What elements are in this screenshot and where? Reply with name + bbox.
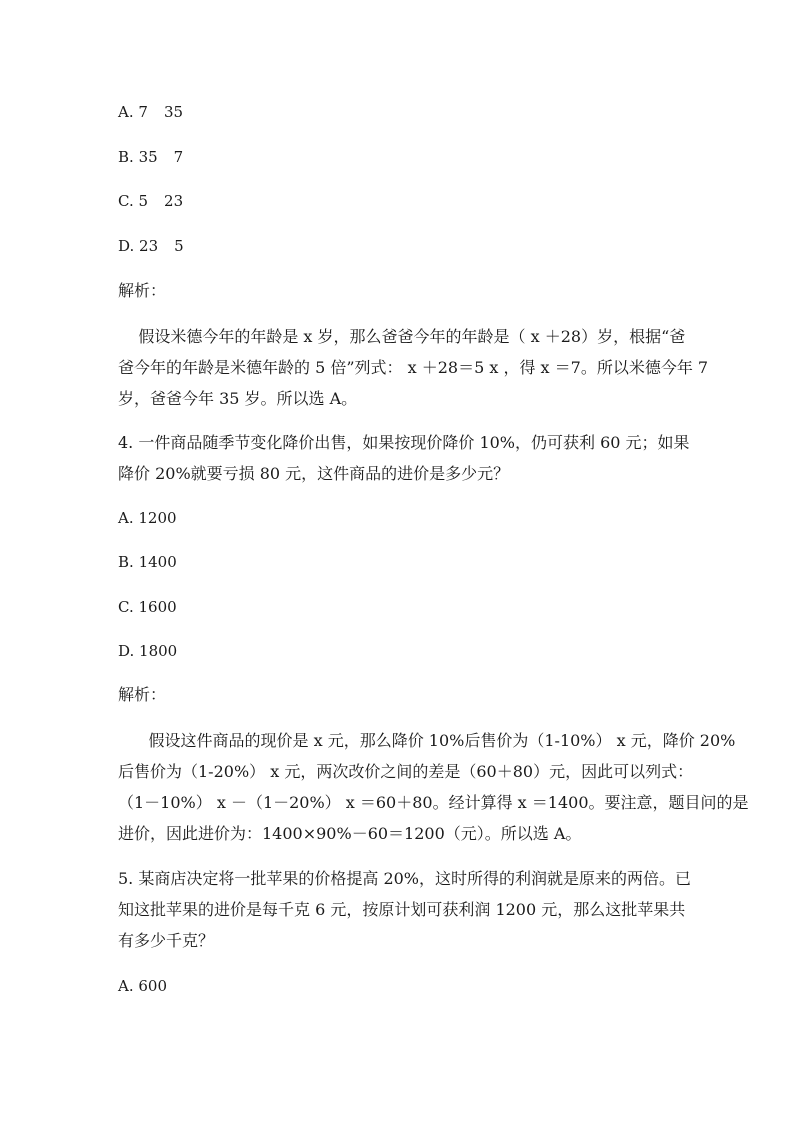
q4-option-a bbox=[118, 508, 177, 528]
option-letter: C. bbox=[118, 192, 134, 210]
option-value-1: 23 bbox=[139, 237, 159, 255]
option-letter: A. bbox=[118, 977, 134, 995]
option-letter: A. bbox=[118, 103, 134, 121]
q3-option-d bbox=[118, 236, 184, 256]
q3-analysis-text bbox=[118, 321, 709, 414]
option-value: 600 bbox=[138, 977, 168, 995]
analysis-line: 后售价为（1-20%） x 元，两次改价之间的差是（60＋80）元，因此可以列式： bbox=[118, 762, 694, 781]
q4-stem bbox=[118, 427, 690, 489]
option-letter: B. bbox=[118, 148, 134, 166]
analysis-line: 爸今年的年龄是米德年龄的 5 倍”列式： x ＋28＝5 x ，得 x ＝7。所以米德今年 7 bbox=[118, 358, 709, 377]
analysis-line: 岁，爸爸今年 35 岁。所以选 A。 bbox=[118, 389, 358, 408]
option-letter: B. bbox=[118, 553, 134, 571]
analysis-line: 假设米德今年的年龄是 x 岁，那么爸爸今年的年龄是（ x ＋28）岁，根据“爸 bbox=[118, 327, 686, 346]
option-value: 1400 bbox=[138, 553, 177, 571]
q4-option-d bbox=[118, 641, 177, 661]
analysis-line: （1－10%） x －（1－20%） x ＝60＋80。经计算得 x ＝1400。要注意，题目问的是 bbox=[118, 793, 749, 812]
q4-option-b bbox=[118, 552, 177, 572]
option-letter: D. bbox=[118, 642, 135, 660]
q3-analysis-label: 解析： bbox=[118, 281, 167, 300]
q3-option-c bbox=[118, 191, 183, 211]
option-value-1: 5 bbox=[138, 192, 149, 210]
question-line: 降价 20%就要亏损 80 元，这件商品的进价是多少元？ bbox=[118, 464, 510, 483]
question-line: 5. 某商店决定将一批苹果的价格提高 20%，这时所得的利润就是原来的两倍。已 bbox=[118, 869, 692, 888]
question-line: 知这批苹果的进价是每千克 6 元，按原计划可获利润 1200 元，那么这批苹果共 bbox=[118, 900, 686, 919]
option-letter: A. bbox=[118, 509, 134, 527]
question-line: 有多少千克？ bbox=[118, 931, 215, 950]
option-value: 1200 bbox=[138, 509, 177, 527]
option-letter: D. bbox=[118, 237, 135, 255]
option-value-2: 5 bbox=[174, 237, 184, 255]
option-value-1: 35 bbox=[138, 148, 158, 166]
q4-analysis-text bbox=[118, 725, 749, 849]
q4-option-c bbox=[118, 597, 177, 617]
q5-option-a bbox=[118, 976, 167, 996]
option-value: 1600 bbox=[138, 598, 177, 616]
option-value-2: 23 bbox=[164, 192, 184, 210]
q3-option-b bbox=[118, 147, 183, 167]
analysis-line: 进价，因此进价为：1400×90%－60＝1200（元）。所以选 A。 bbox=[118, 824, 582, 843]
option-value: 1800 bbox=[139, 642, 178, 660]
option-value-2: 7 bbox=[173, 148, 184, 166]
option-value-2: 35 bbox=[163, 103, 184, 121]
option-letter: C. bbox=[118, 598, 134, 616]
question-line: 4. 一件商品随季节变化降价出售，如果按现价降价 10%，仍可获利 60 元；如果 bbox=[118, 433, 690, 452]
q3-option-a bbox=[118, 102, 183, 122]
q4-analysis-label: 解析： bbox=[118, 685, 167, 704]
q5-stem bbox=[118, 863, 692, 956]
option-value-1: 7 bbox=[138, 103, 148, 121]
analysis-line: 假设这件商品的现价是 x 元，那么降价 10%后售价为（1-10%） x 元，降价 20% bbox=[118, 731, 736, 750]
